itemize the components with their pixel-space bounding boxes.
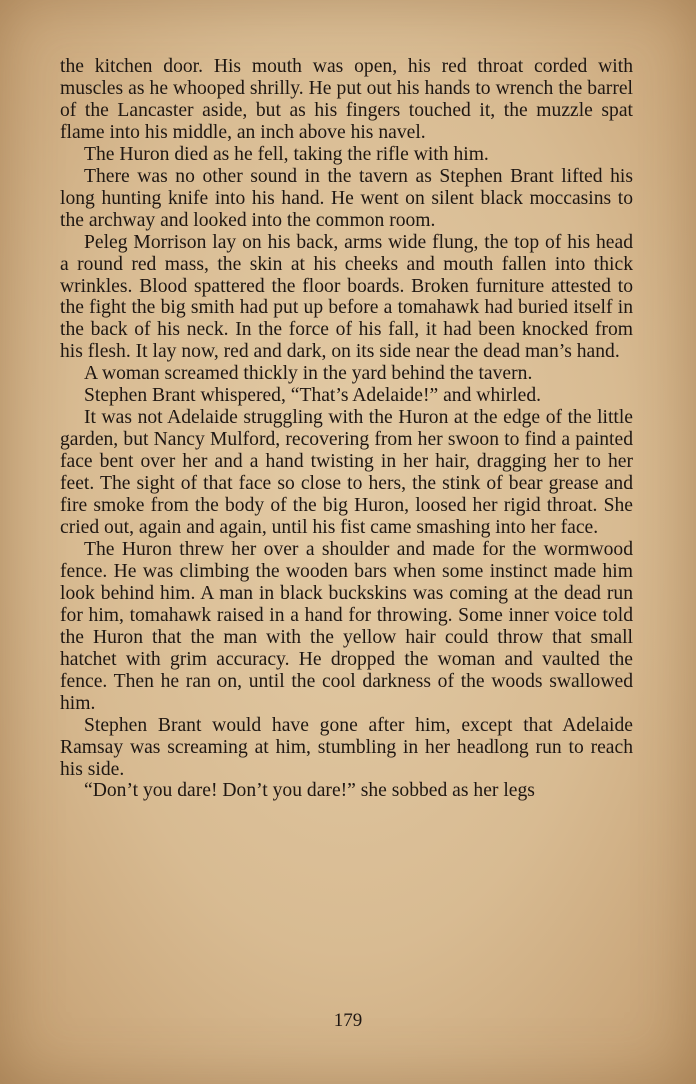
paragraph: “Don’t you dare! Don’t you dare!” she sobbed as her legs <box>84 780 535 802</box>
paragraph: Stephen Brant would have gone after him, except that Adelaide Ramsay was screaming at him, stumbling in her headlong run to reach his side. <box>60 714 633 780</box>
paragraph: There was no other sound in the tavern as Stephen Brant lifted his long hunting knife into his hand. He went on silent black moccasins to the archway and looked into the common room. <box>60 165 633 231</box>
body-text <box>60 56 633 802</box>
paragraph: The Huron died as he fell, taking the rifle with him. <box>84 143 489 165</box>
page-number: 179 <box>333 1010 363 1031</box>
paragraph: The Huron threw her over a shoulder and made for the wormwood fence. He was climbing the wooden bars when some instinct made him look behind him. A man in black buckskins was coming at the dead run for him, tomahawk raised in a hand for throwing. Some inner voice told the Huron that the man with the yellow hair could throw that small hatchet with grim accuracy. He dropped the woman and vaulted the fence. Then he ran on, until the cool darkness of the woods swallowed him. <box>60 538 633 714</box>
paragraph: Peleg Morrison lay on his back, arms wide flung, the top of his head a round red mass, the skin at his cheeks and mouth fallen into thick wrinkles. Blood spattered the floor boards. Broken furniture attested to the fight the big smith had put up before a tomahawk had buried itself in the back of his neck. In the force of his fall, it had been knocked from his flesh. It lay now, red and dark, on its side near the dead man’s hand. <box>60 231 633 363</box>
paragraph: Stephen Brant whispered, “That’s Adelaide!” and whirled. <box>84 385 542 407</box>
paragraph: the kitchen door. His mouth was open, his red throat corded with muscles as he whooped shrilly. He put out his hands to wrench the barrel of the Lancaster aside, but as his fingers touched it, the muzzle spat flame into his middle, an inch above his navel. <box>60 56 633 143</box>
paragraph: It was not Adelaide struggling with the Huron at the edge of the little garden, but Nancy Mulford, recovering from her swoon to find a painted face bent over her and a hand twisting in her hair, dragging her to her feet. The sight of that face so close to hers, the stink of bear grease and fire smoke from the body of the big Huron, loosed her rigid throat. She cried out, again and again, until his fist came smashing into her face. <box>60 407 633 539</box>
paragraph: A woman screamed thickly in the yard behind the tavern. <box>84 363 533 385</box>
